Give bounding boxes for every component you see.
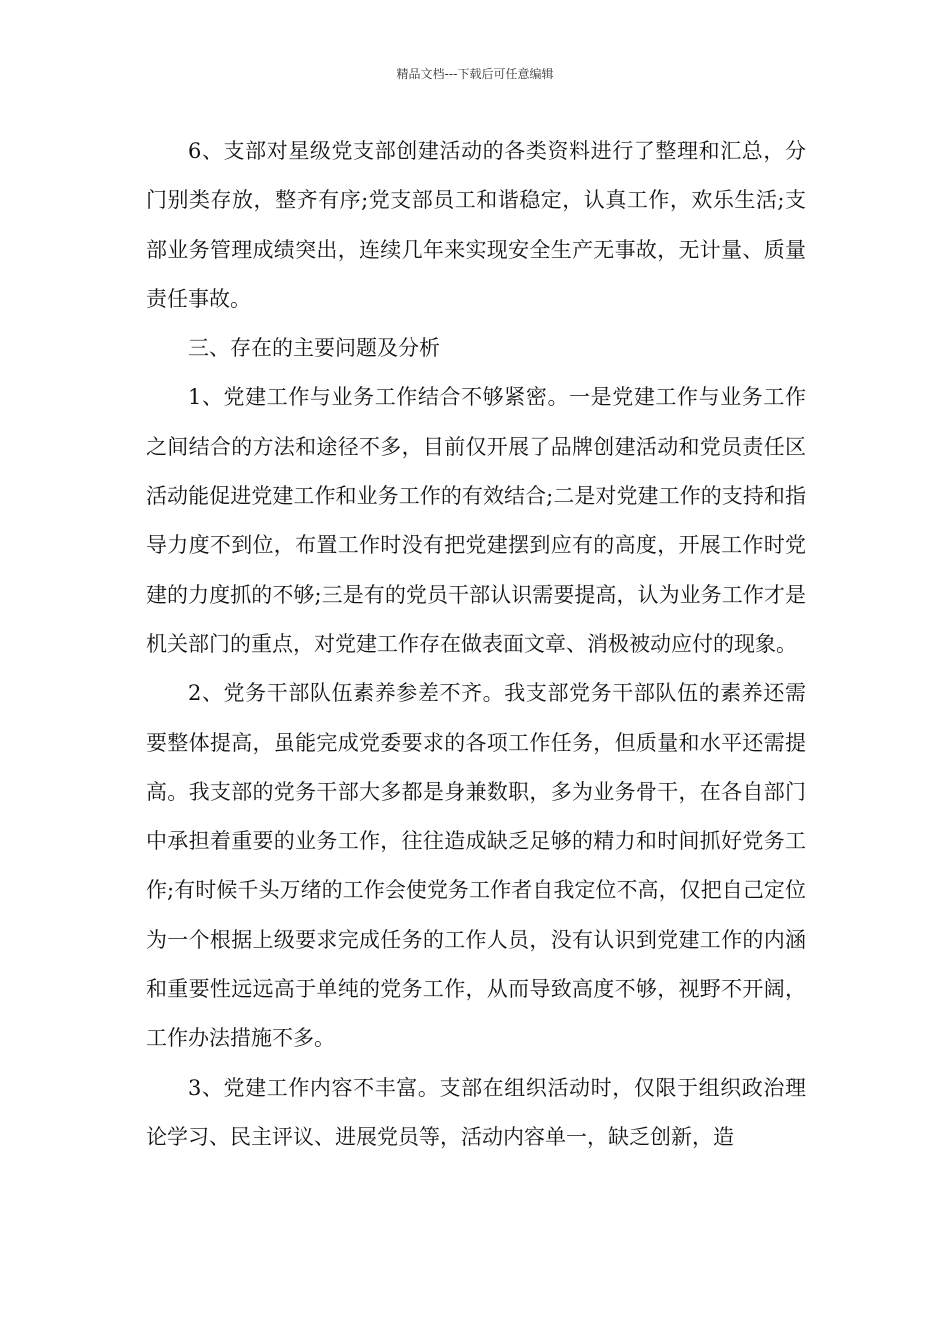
paragraph-problem-1: 1、党建工作与业务工作结合不够紧密。一是党建工作与业务工作之间结合的方法和途径不多，目前仅开展了品牌创建活动和党员责任区活动能促进党建工作和业务工作的有效结合;二是对党建工作的支持和指导力度不到位，布置工作时没有把党建摆到应有的高度，开展工作时党建的力度抓的不够;三是有的党员干部认识需要提高，认为业务工作才是机关部门的重点，对党建工作存在做表面文章、消极被动应付的现象。 <box>146 385 806 656</box>
paragraph-problem-2: 2、党务干部队伍素养参差不齐。我支部党务干部队伍的素养还需要整体提高，虽能完成党委要求的各项工作任务，但质量和水平还需提高。我支部的党务干部大多都是身兼数职，多为业务骨干，在各自部门中承担着重要的业务工作，往往造成缺乏足够的精力和时间抓好党务工作;有时候千头万绪的工作会使党务工作者自我定位不高，仅把自己定位为一个根据上级要求完成任务的工作人员，没有认识到党建工作的内涵和重要性远远高于单纯的党务工作，从而导致高度不够，视野不开阔，工作办法措施不多。 <box>146 681 806 1051</box>
paragraph-problem-3: 3、党建工作内容不丰富。支部在组织活动时，仅限于组织政治理论学习、民主评议、进展党员等，活动内容单一，缺乏创新，造 <box>146 1075 806 1149</box>
paragraph-item-6: 6、支部对星级党支部创建活动的各类资料进行了整理和汇总，分门别类存放，整齐有序;党支部员工和谐稳定，认真工作，欢乐生活;支部业务管理成绩突出，连续几年来实现安全生产无事故，无计量、质量责任事故。 <box>146 139 806 311</box>
section-heading-problems: 三、存在的主要问题及分析 <box>188 336 440 361</box>
document-body <box>146 127 806 1162</box>
page-header: 精品文档---下载后可任意编辑 <box>396 67 554 81</box>
